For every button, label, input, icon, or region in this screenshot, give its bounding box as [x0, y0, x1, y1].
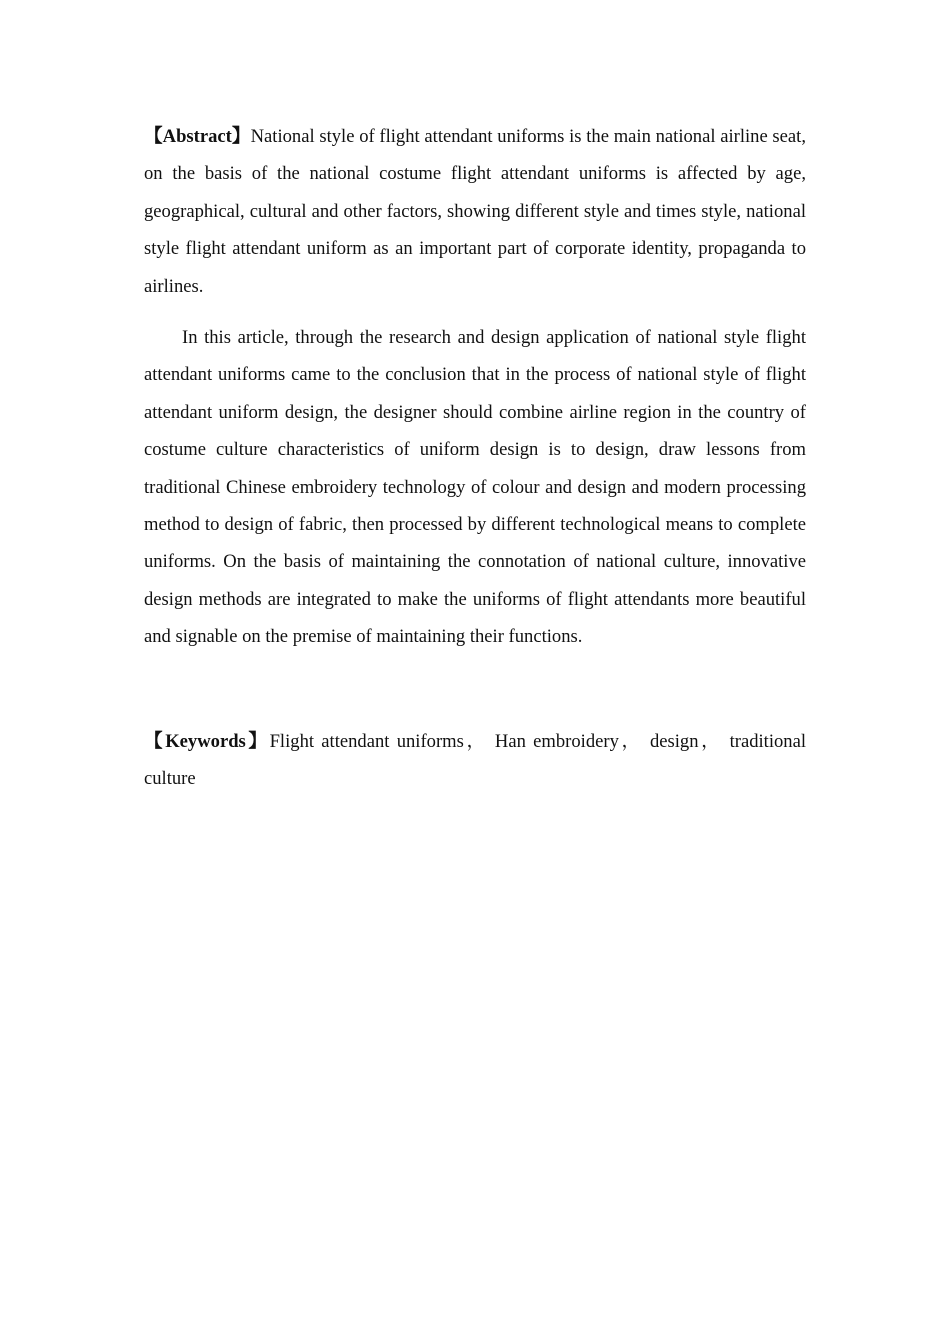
- abstract-text-1: National style of flight attendant uniforms is the main national airline seat, on the basis of the national costume flight attendant uniforms is affected by age, geographical, cultural and other factors, showing different style and times style, national style flight attendant uniform as an important part of corporate identity, propaganda to airlines.: [144, 126, 806, 297]
- keyword-item: Flight attendant uniforms，: [269, 730, 488, 752]
- abstract-label: 【Abstract】: [144, 126, 251, 147]
- abstract-paragraph-2: [144, 319, 806, 656]
- keyword-item: design，: [649, 730, 723, 752]
- abstract-paragraph-1: [144, 118, 806, 305]
- keywords-line: [144, 723, 806, 798]
- abstract-text-2: In this article, through the research and design application of national style flight attendant uniforms came to the conclusion that in the process of national style of flight attendant uniform design, the designer should combine airline region in the country of costume culture characteristics of uniform design is to design, draw lessons from traditional Chinese embroidery technology of colour and design and modern processing method to design of fabric, then processed by different technological means to complete uniforms. On the basis of maintaining the connotation of national culture, innovative design methods are integrated to make the uniforms of flight attendants more beautiful and signable on the premise of maintaining their functions.: [144, 327, 806, 648]
- keyword-item: Han embroidery，: [494, 730, 643, 752]
- keywords-label: 【Keywords】: [144, 730, 270, 752]
- keyword-item: traditional culture: [144, 730, 807, 790]
- abstract-section: [144, 118, 806, 798]
